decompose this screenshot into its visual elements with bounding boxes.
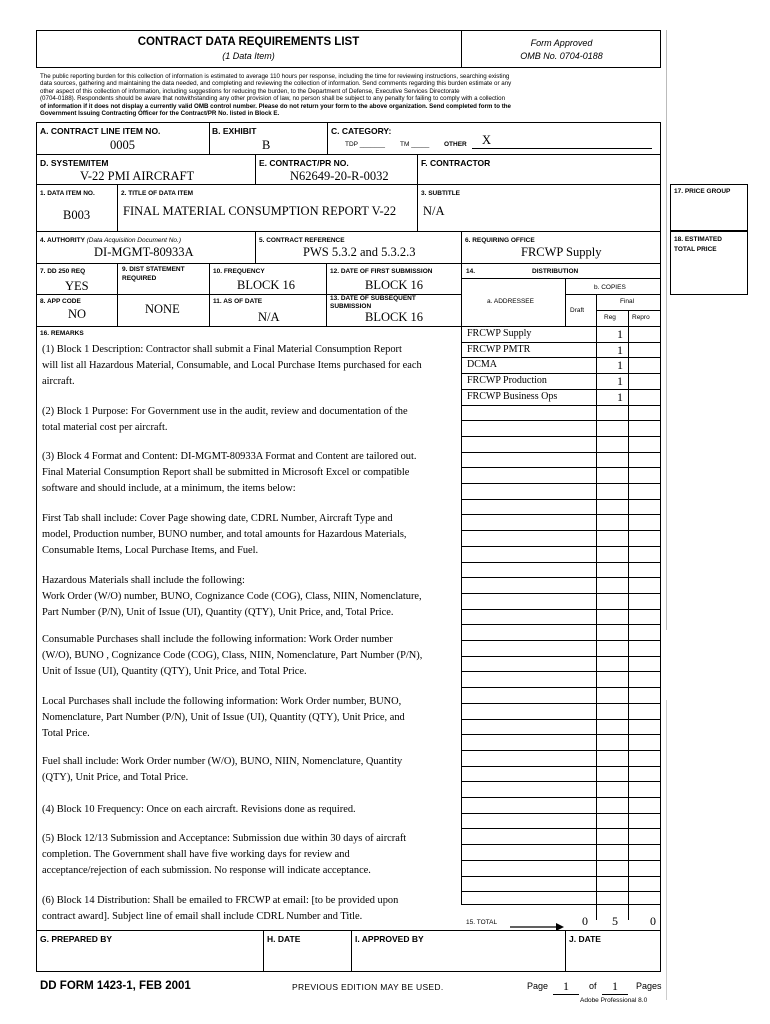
distribution-copies-reg[interactable]: 1 [617, 327, 623, 341]
exhibit-value[interactable]: B [262, 138, 271, 152]
form-title: CONTRACT DATA REQUIREMENTS LIST [137, 36, 360, 48]
remarks-line: Total Price. [42, 728, 90, 739]
remarks-paragraph [42, 511, 460, 559]
estimated-price-text: 18. ESTIMATED TOTAL PRICE [674, 236, 722, 253]
distribution-row-line [461, 452, 661, 453]
distribution-row-line [461, 577, 661, 578]
form-subtitle: (1 Data Item) [222, 51, 275, 61]
label-authority [40, 237, 181, 244]
label-remarks: 16. REMARKS [40, 330, 84, 337]
label-j-date: J. DATE [569, 934, 601, 944]
remarks-paragraph [42, 404, 460, 436]
subtitle-value[interactable]: N/A [423, 204, 445, 218]
distribution-copies-reg[interactable]: 1 [617, 358, 623, 373]
distribution-row-line [461, 750, 661, 751]
omb-number: OMB No. 0704-0188 [520, 51, 603, 61]
label-price-group: 17. PRICE GROUP [674, 188, 731, 195]
label-frequency: 10. FREQUENCY [213, 268, 265, 275]
distribution-row-line [461, 546, 661, 547]
total-reg[interactable]: 5 [612, 914, 618, 928]
contract-pr-no-value[interactable]: N62649-20-R-0032 [290, 169, 389, 183]
distribution-row-line [461, 828, 661, 829]
page-number: 1 [553, 979, 579, 995]
remarks-line: contract award]. Subject line of email shall include CDRL Number and Title. [42, 911, 363, 922]
remarks-paragraph [42, 573, 460, 621]
label-subtitle: 3. SUBTITLE [421, 190, 461, 197]
distribution-row-line [461, 891, 661, 892]
remarks-line: Nomenclature, Part Number (P/N), Unit of Issue (UI), Quantity (QTY), Unit Price, and [42, 712, 405, 723]
distribution-row-line [461, 876, 661, 877]
category-other: OTHER [444, 141, 467, 148]
remarks-paragraph [42, 632, 460, 680]
remarks-line: Work Order (W/O) number, BUNO, Cognizance Code (COG), Class, NIIN, Nomenclature, [42, 591, 422, 602]
distribution-row-line [461, 797, 661, 798]
remarks-line: completion. The Government shall have five working days for review and [42, 849, 350, 860]
subsequent-submission-value[interactable]: BLOCK 16 [365, 310, 423, 324]
label-draft: Draft [570, 307, 585, 314]
label-subsequent-submission [330, 295, 456, 311]
burden-statement [40, 73, 660, 117]
remarks-line: (2) Block 1 Purpose: For Government use in the audit, review and documentation of the [42, 406, 408, 417]
label-addressee: a. ADDRESSEE [487, 298, 534, 305]
contract-line-item-value[interactable]: 0005 [110, 138, 135, 152]
total-draft[interactable]: 0 [582, 914, 588, 928]
distribution-row-line [461, 514, 661, 515]
remarks-line: model, Production number, BUNO number, and total amounts for Hazardous Materials, [42, 529, 407, 540]
distribution-addressee[interactable]: FRCWP Supply [467, 328, 532, 339]
remarks-paragraph [42, 802, 460, 818]
scan-edge-line [666, 30, 667, 630]
total-repro[interactable]: 0 [650, 914, 656, 928]
label-contract-reference: 5. CONTRACT REFERENCE [259, 237, 345, 244]
remarks-line: Final Material Consumption Report shall be submitted in Microsoft Excel or compatible [42, 467, 410, 478]
label-contractor: F. CONTRACTOR [421, 158, 491, 168]
remarks-line: (4) Block 10 Frequency: Once on each aircraft. Revisions done as required. [42, 804, 356, 815]
adobe-version: Adobe Professional 8.0 [580, 997, 648, 1004]
label-system-item: D. SYSTEM/ITEM [40, 158, 109, 168]
remarks-line: Consumable Purchases shall include the following information: Work Order number [42, 634, 393, 645]
distribution-addressee[interactable]: FRCWP Production [467, 375, 547, 387]
label-contract-line-item: A. CONTRACT LINE ITEM NO. [40, 126, 161, 136]
remarks-paragraph [42, 893, 460, 925]
of-label: of [589, 981, 597, 991]
scan-edge-line [666, 700, 667, 1000]
label-exhibit: B. EXHIBIT [212, 126, 257, 136]
label-title-data-item: 2. TITLE OF DATA ITEM [121, 190, 194, 197]
distribution-row-line [461, 860, 661, 861]
category-tdp: TDP _______ [345, 141, 385, 148]
distribution-copies-reg[interactable]: 1 [617, 342, 623, 357]
distribution-addressee[interactable]: FRCWP PMTR [467, 343, 531, 355]
authority-label-note: (Data Acquisition Document No.) [86, 237, 182, 244]
distribution-row-line [461, 530, 661, 531]
distribution-row-line [461, 844, 661, 845]
category-tm: TM _____ [400, 141, 430, 148]
first-submission-value[interactable]: BLOCK 16 [365, 278, 423, 292]
of-number: 1 [602, 979, 628, 995]
dist-statement-text: 9. DIST STATEMENT REQUIRED [122, 266, 185, 282]
distribution-copies-reg[interactable]: 1 [617, 389, 623, 404]
remarks-line: (W/O), BUNO , Cognizance Code (COG), Class, NIIN, Nomenclature, Part Number (P/N), [42, 650, 423, 661]
form-approved: Form Approved [530, 38, 593, 48]
remarks-line: (5) Block 12/13 Submission and Acceptance: Submission due within 30 days of aircraft [42, 833, 407, 844]
dd250-value[interactable]: YES [65, 279, 89, 293]
total-arrow-icon [510, 918, 564, 926]
remarks-line: Unit of Issue (UI), Quantity (QTY), Unit Price, and Total Price. [42, 666, 307, 677]
form-id: DD FORM 1423-1, FEB 2001 [40, 980, 191, 992]
label-h-date: H. DATE [267, 934, 301, 944]
burden-line: Government Issuing Contracting Officer for the Contract/PR No. listed in Block E. [40, 110, 280, 118]
remarks-line: will list all Hazardous Material, Consumable, and Local Purchase Items purchased for each [42, 360, 422, 371]
as-of-date-value[interactable]: N/A [258, 310, 280, 324]
distribution-row-line [461, 562, 661, 563]
label-copies: b. COPIES [594, 284, 626, 291]
burden-line: (0704-0188). Respondents should be aware that notwithstanding any other provision of law, no person shall be subject to any penalty for failing to comply with a collection [40, 95, 506, 103]
distribution-row-line [461, 719, 661, 720]
data-item-no-value[interactable]: B003 [63, 208, 91, 222]
distribution-row-line [461, 766, 661, 767]
page-label: Page [527, 981, 549, 991]
remarks-line: Hazardous Materials shall include the following: [42, 575, 245, 586]
label-final: Final [620, 298, 635, 305]
remarks-line: First Tab shall include: Cover Page showing date, CDRL Number, Aircraft Type and [42, 513, 393, 524]
distribution-row-line [461, 593, 661, 594]
label-approved-by: I. APPROVED BY [355, 934, 424, 944]
distribution-addressee[interactable]: FRCWP Business Ops [467, 390, 558, 402]
remarks-line: (3) Block 4 Format and Content: DI-MGMT-80933A Format and Content are tailored out. [42, 451, 417, 462]
distribution-row-line [461, 703, 661, 704]
distribution-row-line [461, 734, 661, 735]
distribution-row-line [461, 483, 661, 484]
label-reg: Reg [604, 314, 616, 321]
distribution-row-line [461, 420, 661, 421]
contract-reference-value[interactable]: PWS 5.3.2 and 5.3.2.3 [303, 245, 416, 259]
remarks-line: software and should include, at a minimum, the items below: [42, 483, 296, 494]
remarks-line: (6) Block 14 Distribution: Shall be emailed to FRCWP at email: [to be provided upon [42, 895, 399, 906]
remarks-line: Local Purchases shall include the following information: Work Order number, BUNO, [42, 696, 402, 707]
distribution-addressee[interactable]: DCMA [467, 359, 498, 371]
remarks-line: Fuel shall include: Work Order number (W/O), BUNO, NIIN, Nomenclature, Quantity [42, 756, 403, 767]
app-code-value[interactable]: NO [68, 307, 87, 321]
label-dist-statement [122, 265, 202, 283]
distribution-row-line [461, 467, 661, 468]
system-item-value[interactable]: V-22 PMI AIRCRAFT [80, 169, 195, 183]
label-first-submission: 12. DATE OF FIRST SUBMISSION [330, 268, 433, 275]
remarks-line: total material cost per aircraft. [42, 422, 168, 433]
distribution-copies-reg[interactable]: 1 [617, 374, 623, 389]
label-total: 15. TOTAL [466, 919, 498, 926]
subsequent-submission-text: 13. DATE OF SUBSEQUENT SUBMISSION [330, 295, 416, 310]
remarks-paragraph [42, 342, 460, 390]
distribution-row-line [461, 671, 661, 672]
title-data-item-value[interactable]: FINAL MATERIAL CONSUMPTION REPORT V-22 [123, 204, 397, 218]
dist-statement-value[interactable]: NONE [145, 302, 180, 316]
label-category: C. CATEGORY: [331, 126, 392, 136]
label-data-item-no: 1. DATA ITEM NO. [40, 190, 95, 197]
authority-value[interactable]: DI-MGMT-80933A [94, 245, 194, 259]
label-dd250: 7. DD 250 REQ [40, 268, 86, 275]
requiring-office-value[interactable]: FRCWP Supply [521, 245, 602, 259]
distribution-row-line [461, 499, 661, 500]
distribution-row-line [461, 781, 661, 782]
distribution-row-line [461, 640, 661, 641]
remarks-line: Part Number (P/N), Unit of Issue (UI), Quantity (QTY), Unit Price, and, Total Price. [42, 607, 394, 618]
burden-line: The public reporting burden for this collection of information is estimated to average 110 hours per response, including the time for reviewing instructions, searching existing [40, 73, 510, 80]
authority-label-text: 4. AUTHORITY [40, 237, 85, 244]
remarks-line: aircraft. [42, 376, 75, 387]
remarks-paragraph [42, 831, 460, 879]
label-repro: Repro [632, 314, 650, 321]
remarks-paragraph [42, 754, 460, 786]
distribution-row-line [461, 813, 661, 814]
burden-line: of information if it does not display a currently valid OMB control number. Please do not return your form to the above organization. Send completed form to the [40, 102, 511, 110]
distribution-row-line [461, 687, 661, 688]
label-requiring-office: 6. REQUIRING OFFICE [465, 237, 535, 244]
remarks-line: (QTY), Unit Price, and Total Price. [42, 772, 189, 783]
category-other-value[interactable]: X [482, 133, 492, 147]
label-contract-pr-no: E. CONTRACT/PR NO. [259, 158, 349, 168]
distribution-row-line [461, 624, 661, 625]
previous-edition-note: PREVIOUS EDITION MAY BE USED. [292, 982, 444, 992]
distribution-row-line [461, 436, 661, 437]
remarks-paragraph [42, 694, 460, 742]
label-distribution-number: 14. [466, 268, 476, 275]
frequency-value[interactable]: BLOCK 16 [237, 278, 295, 292]
remarks-line: Consumable Items, Local Purchase Items, and Fuel. [42, 545, 259, 556]
label-as-of-date: 11. AS OF DATE [213, 298, 263, 305]
label-distribution: DISTRIBUTION [532, 268, 579, 275]
label-estimated-price [674, 235, 744, 255]
remarks-paragraph [42, 449, 460, 497]
burden-line: other aspect of this collection of information, including suggestions for reducing the burden, to the Department of Defense, Executive Services Directorate [40, 87, 460, 95]
remarks-line: (1) Block 1 Description: Contractor shall submit a Final Material Consumption Report [42, 344, 402, 355]
label-prepared-by: G. PREPARED BY [40, 934, 113, 944]
label-app-code: 8. APP CODE [40, 298, 81, 305]
remarks-line: acceptance/rejection of each submission. No response will indicate acceptance. [42, 865, 371, 876]
pages-label: Pages [636, 981, 662, 991]
distribution-row-line [461, 609, 661, 610]
burden-line: data sources, gathering and maintaining the data needed, and completing and reviewing the collection of information. Send comments regarding this burden estimate or any [40, 80, 512, 88]
distribution-row-line [461, 656, 661, 657]
